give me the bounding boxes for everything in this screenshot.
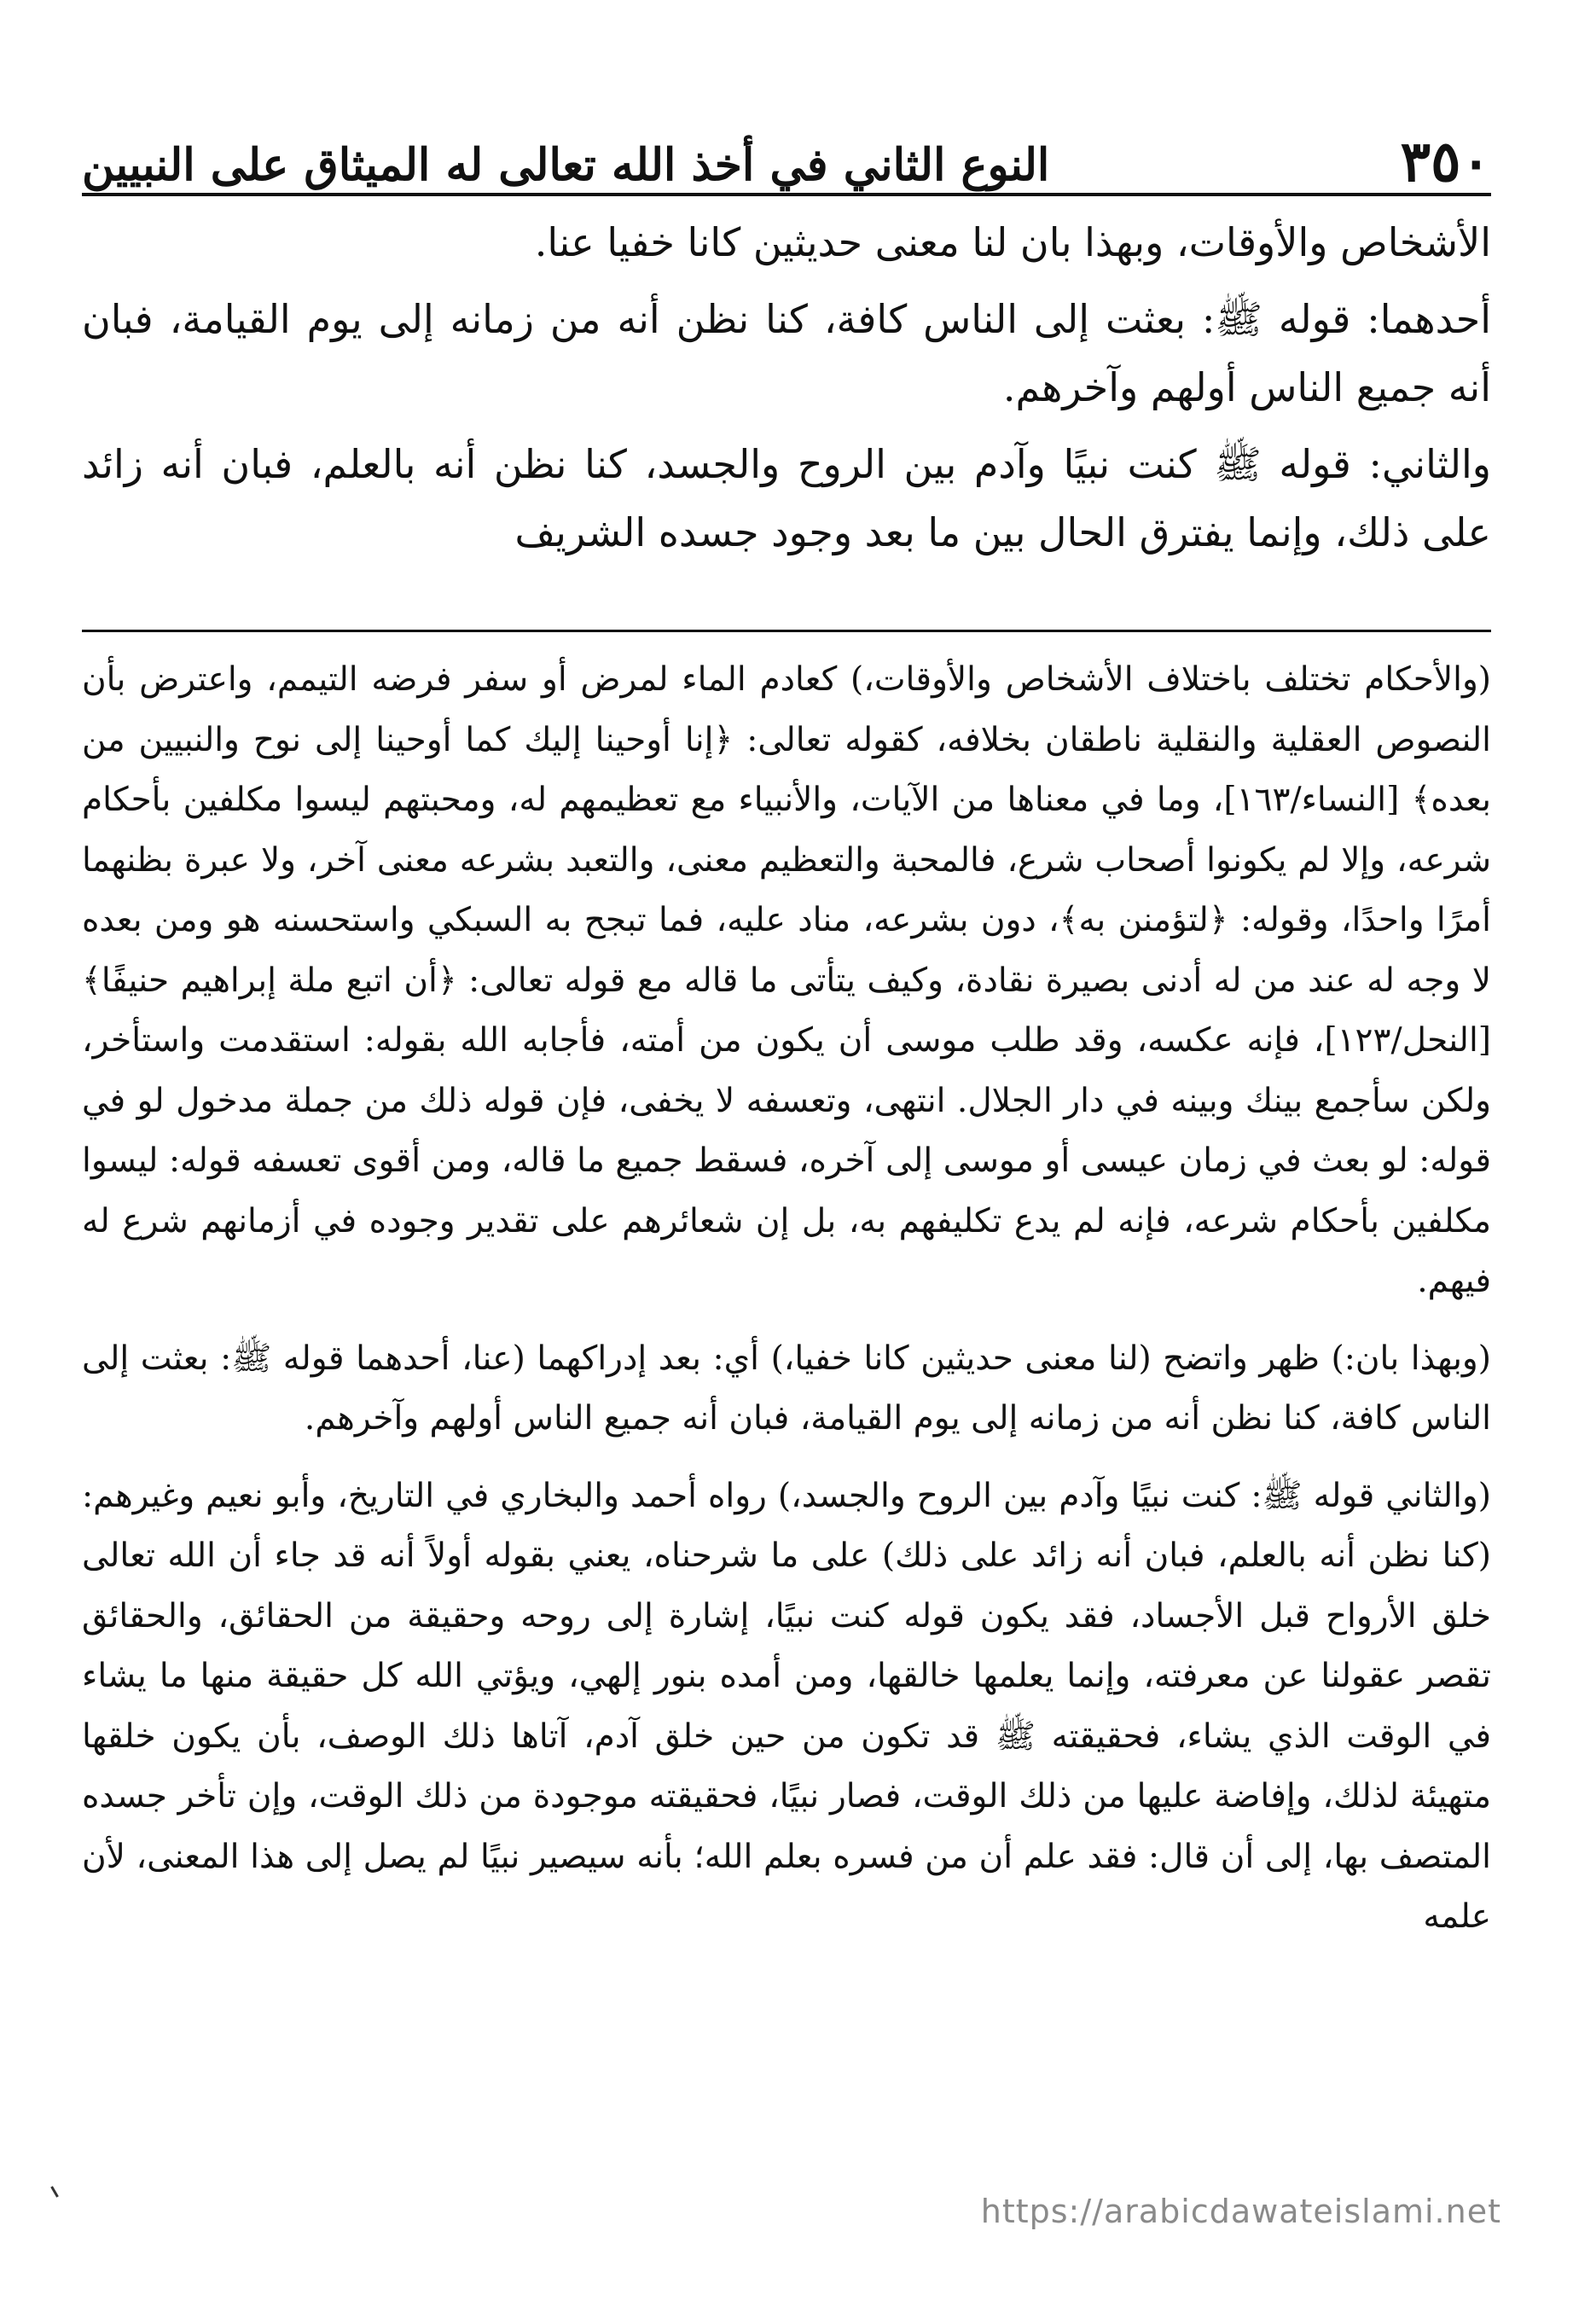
main-paragraph: الأشخاص والأوقات، وبهذا بان لنا معنى حديثين كانا خفيا عنا.: [534, 219, 1491, 265]
commentary-paragraph: (والثاني قوله ﷺ: كنت نبيًا وآدم بين الروح والجسد،) رواه أحمد والبخاري في التاريخ، وأبو نعيم وغيرهم: (كنا نظن أنه بالعلم، فبان أنه زائد على ذلك) على ما شرحناه، يعني بقوله أولاً أنه قد جاء أن الله تعالى خلق الأرواح قبل الأجساد، فقد يكون قوله كنت نبيًا، إشارة إلى روحه وحقيقة من الحقائق، والحقائق تقصر عقولنا عن معرفته، وإنما يعلمها خالقها، ومن أمده بنور إلهي، ويؤتي الله كل حقيقة منها ما يشاء في الوقت الذي يشاء، فحقيقته ﷺ قد تكون من حين خلق آدم، آتاها ذلك الوصف، بأن يكون خلقها متهيئة لذلك، وإفاضة عليها من ذلك الوقت، فصار نبيًا، فحقيقته موجودة من ذلك الوقت، وإن تأخر جسده المتصف بها، إلى أن قال: فقد علم أن من فسره بعلم الله؛ بأنه سيصير نبيًا لم يصل إلى هذا المعنى، لأن علمه: [82, 1476, 1491, 1936]
main-paragraph: والثاني: قوله ﷺ كنت نبيًا وآدم بين الروح والجسد، كنا نظن أنه بالعلم، فبان أنه زائد على ذلك، وإنما يفترق الحال بين ما بعد وجود جسده الشريف: [82, 441, 1491, 555]
section-divider: [82, 630, 1491, 632]
main-paragraph: أحدهما: قوله ﷺ: بعثت إلى الناس كافة، كنا نظن أنه من زمانه إلى يوم القيامة، فبان أنه جميع الناس أولهم وآخرهم.: [82, 296, 1491, 410]
watermark-url: https://arabicdawateislami.net: [980, 2193, 1501, 2230]
running-head: النوع الثاني في أخذ الله تعالى له الميثاق على النبيين: [82, 138, 1050, 191]
header-rule: [82, 193, 1491, 196]
commentary-text: [82, 650, 1491, 1965]
page-header: [82, 96, 1491, 195]
commentary-paragraph: (وبهذا بان:) ظهر واتضح (لنا معنى حديثين كانا خفيا،) أي: بعد إدراكهما (عنا، أحدهما قوله ﷺ: بعثت إلى الناس كافة، كنا نظن أنه من زمانه إلى يوم القيامة، فبان أنه جميع الناس أولهم وآخرهم.: [82, 1339, 1491, 1438]
main-text: [82, 208, 1491, 575]
scan-mark: [50, 2182, 65, 2198]
commentary-paragraph: (والأحكام تختلف باختلاف الأشخاص والأوقات،) كعادم الماء لمرض أو سفر فرضه التيمم، واعترض بأن النصوص العقلية والنقلية ناطقان بخلافه، كقوله تعالى: ﴿إنا أوحينا إليك كما أوحينا إلى نوح والنبيين من بعده﴾ [النساء/١٦٣]، وما في معناها من الآيات، والأنبياء مع تعظيمهم له، ومحبتهم ليسوا مكلفين بأحكام شرعه، وإلا لم يكونوا أصحاب شرع، فالمحبة والتعظيم معنى، والتعبد بشرعه معنى آخر، ولا عبرة بظنهما أمرًا واحدًا، وقوله: ﴿لتؤمنن به﴾، دون بشرعه، مناد عليه، فما تبجح به السبكي واستحسنه هو ومن بعده لا وجه له عند من له أدنى بصيرة نقادة، وكيف يتأتى ما قاله مع قوله تعالى: ﴿أن اتبع ملة إبراهيم حنيفًا﴾ [النحل/١٢٣]، فإنه عكسه، وقد طلب موسى أن يكون من أمته، فأجابه الله بقوله: استقدمت واستأخر، ولكن سأجمع بينك وبينه في دار الجلال. انتهى، وتعسفه لا يخفى، فإن قوله ذلك من جملة مدخول لو في قوله: لو بعث في زمان عيسى أو موسى إلى آخره، فسقط جميع ما قاله، ومن أقوى تعسفه قوله: ليسوا مكلفين بأحكام شرعه، فإنه لم يدع تكليفهم به، بل إن شعائرهم على تقدير وجوده في أزمانهم شرع له فيهم.: [82, 660, 1491, 1300]
page-number: ٣٥٠: [1400, 128, 1491, 195]
